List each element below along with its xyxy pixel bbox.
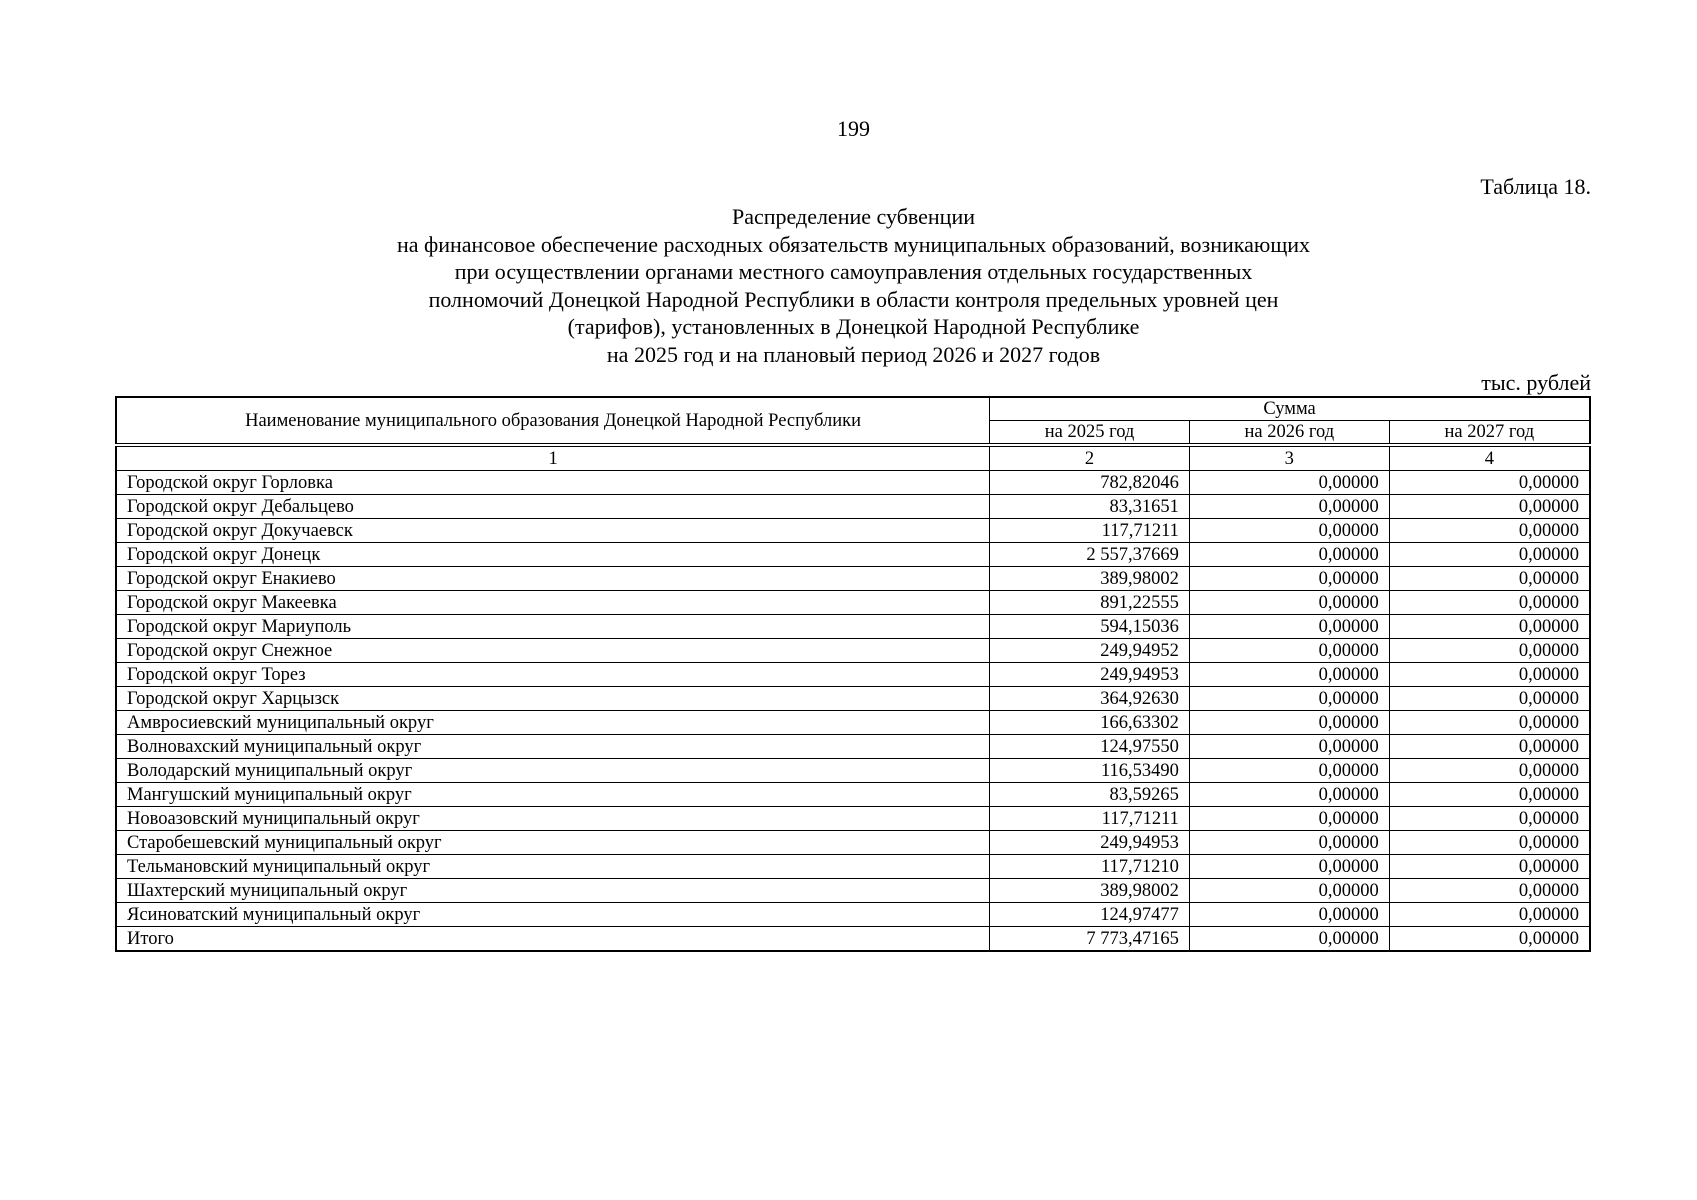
amount-2026: 0,00000 [1189, 567, 1389, 591]
amount-2025: 117,71211 [990, 807, 1190, 831]
amount-2027: 0,00000 [1389, 759, 1590, 783]
amount-2027: 0,00000 [1389, 783, 1590, 807]
title-line: Распределение субвенции [731, 204, 976, 229]
amount-2027: 0,00000 [1389, 615, 1590, 639]
amount-2026: 0,00000 [1189, 783, 1389, 807]
amount-2026: 0,00000 [1189, 927, 1389, 952]
amount-2025: 249,94952 [990, 639, 1190, 663]
amount-2025: 782,82046 [990, 471, 1190, 495]
amount-2027: 0,00000 [1389, 711, 1590, 735]
column-number: 4 [1389, 445, 1590, 471]
header-sum: Сумма [990, 397, 1590, 421]
amount-2026: 0,00000 [1189, 543, 1389, 567]
amount-2027: 0,00000 [1389, 855, 1590, 879]
municipality-name: Шахтерский муниципальный округ [116, 879, 990, 903]
amount-2025: 594,15036 [990, 615, 1190, 639]
municipality-name: Волновахский муниципальный округ [116, 735, 990, 759]
amount-2025: 2 557,37669 [990, 543, 1190, 567]
table-row [116, 831, 1590, 855]
table-row [116, 855, 1590, 879]
amount-2025: 249,94953 [990, 831, 1190, 855]
amount-2025: 389,98002 [990, 567, 1190, 591]
municipality-name: Городской округ Мариуполь [116, 615, 990, 639]
table-row [116, 735, 1590, 759]
column-number: 1 [116, 445, 990, 471]
table-row [116, 519, 1590, 543]
municipality-name: Городской округ Снежное [116, 639, 990, 663]
amount-2027: 0,00000 [1389, 471, 1590, 495]
amount-2025: 83,59265 [990, 783, 1190, 807]
table-row [116, 591, 1590, 615]
municipality-name: Итого [116, 927, 990, 952]
municipality-name: Городской округ Макеевка [116, 591, 990, 615]
amount-2027: 0,00000 [1389, 567, 1590, 591]
municipality-name: Новоазовский муниципальный округ [116, 807, 990, 831]
amount-2027: 0,00000 [1389, 879, 1590, 903]
amount-2026: 0,00000 [1189, 591, 1389, 615]
amount-2025: 389,98002 [990, 879, 1190, 903]
header-name: Наименование муниципального образования Донецкой Народной Республики [116, 397, 990, 445]
amount-2027: 0,00000 [1389, 519, 1590, 543]
page-number: 199 [837, 116, 870, 141]
amount-2026: 0,00000 [1189, 471, 1389, 495]
amount-2026: 0,00000 [1189, 879, 1389, 903]
title-line: на финансовое обеспечение расходных обязательств муниципальных образований, возникающих [396, 231, 1311, 257]
amount-2027: 0,00000 [1389, 903, 1590, 927]
units-label: тыс. рублей [1481, 370, 1591, 395]
amount-2026: 0,00000 [1189, 831, 1389, 855]
amount-2025: 891,22555 [990, 591, 1190, 615]
amount-2026: 0,00000 [1189, 807, 1389, 831]
municipality-name: Володарский муниципальный округ [116, 759, 990, 783]
table-row [116, 663, 1590, 687]
table-row [116, 471, 1590, 495]
amount-2027: 0,00000 [1389, 591, 1590, 615]
amount-2026: 0,00000 [1189, 711, 1389, 735]
amount-2027: 0,00000 [1389, 543, 1590, 567]
header-year-2025: на 2025 год [990, 421, 1190, 446]
table-row [116, 615, 1590, 639]
amount-2025: 117,71211 [990, 519, 1190, 543]
municipality-name: Мангушский муниципальный округ [116, 783, 990, 807]
table-row [116, 687, 1590, 711]
amount-2027: 0,00000 [1389, 639, 1590, 663]
amount-2026: 0,00000 [1189, 903, 1389, 927]
amount-2025: 124,97477 [990, 903, 1190, 927]
table-row [116, 759, 1590, 783]
amount-2026: 0,00000 [1189, 687, 1389, 711]
amount-2025: 117,71210 [990, 855, 1190, 879]
column-number: 3 [1189, 445, 1389, 471]
amount-2027: 0,00000 [1389, 927, 1590, 952]
document-title [0, 203, 1697, 369]
title-line: (тарифов), установленных в Донецкой Народной Республике [567, 314, 1140, 340]
municipality-name: Городской округ Харцызск [116, 687, 990, 711]
municipality-name: Городской округ Донецк [116, 543, 990, 567]
amount-2027: 0,00000 [1389, 807, 1590, 831]
municipality-name: Городской округ Горловка [116, 471, 990, 495]
municipality-name: Городской округ Енакиево [116, 567, 990, 591]
column-number-row [116, 445, 1590, 471]
title-line: полномочий Донецкой Народной Республики в области контроля предельных уровней цен [428, 286, 1279, 312]
amount-2025: 83,31651 [990, 495, 1190, 519]
table-row [116, 567, 1590, 591]
amount-2025: 7 773,47165 [990, 927, 1190, 952]
amount-2026: 0,00000 [1189, 519, 1389, 543]
amount-2026: 0,00000 [1189, 759, 1389, 783]
title-line: на 2025 год и на плановый период 2026 и 2027 годов [606, 341, 1101, 367]
amount-2027: 0,00000 [1389, 663, 1590, 687]
amount-2025: 124,97550 [990, 735, 1190, 759]
amount-2027: 0,00000 [1389, 831, 1590, 855]
table-row [116, 543, 1590, 567]
municipality-name: Городской округ Дебальцево [116, 495, 990, 519]
amount-2026: 0,00000 [1189, 855, 1389, 879]
municipality-name: Амвросиевский муниципальный округ [116, 711, 990, 735]
amount-2025: 364,92630 [990, 687, 1190, 711]
amount-2027: 0,00000 [1389, 495, 1590, 519]
municipality-name: Тельмановский муниципальный округ [116, 855, 990, 879]
header-year-2027: на 2027 год [1389, 421, 1590, 446]
table-row [116, 879, 1590, 903]
amount-2026: 0,00000 [1189, 495, 1389, 519]
municipality-name: Городской округ Торез [116, 663, 990, 687]
table-label: Таблица 18. [1480, 174, 1591, 199]
table-row [116, 783, 1590, 807]
amount-2025: 166,63302 [990, 711, 1190, 735]
amount-2026: 0,00000 [1189, 639, 1389, 663]
amount-2026: 0,00000 [1189, 615, 1389, 639]
amount-2026: 0,00000 [1189, 663, 1389, 687]
amount-2027: 0,00000 [1389, 735, 1590, 759]
municipality-name: Городской округ Докучаевск [116, 519, 990, 543]
total-row [116, 927, 1590, 952]
table-row [116, 639, 1590, 663]
header-year-2026: на 2026 год [1189, 421, 1389, 446]
table-row [116, 495, 1590, 519]
amount-2025: 249,94953 [990, 663, 1190, 687]
amount-2027: 0,00000 [1389, 687, 1590, 711]
subvention-table [115, 396, 1591, 952]
column-number: 2 [990, 445, 1190, 471]
table-row [116, 807, 1590, 831]
table-row [116, 903, 1590, 927]
table-row [116, 711, 1590, 735]
title-line: при осуществлении органами местного самоуправления отдельных государственных [454, 259, 1253, 285]
amount-2025: 116,53490 [990, 759, 1190, 783]
municipality-name: Старобешевский муниципальный округ [116, 831, 990, 855]
municipality-name: Ясиноватский муниципальный округ [116, 903, 990, 927]
amount-2026: 0,00000 [1189, 735, 1389, 759]
